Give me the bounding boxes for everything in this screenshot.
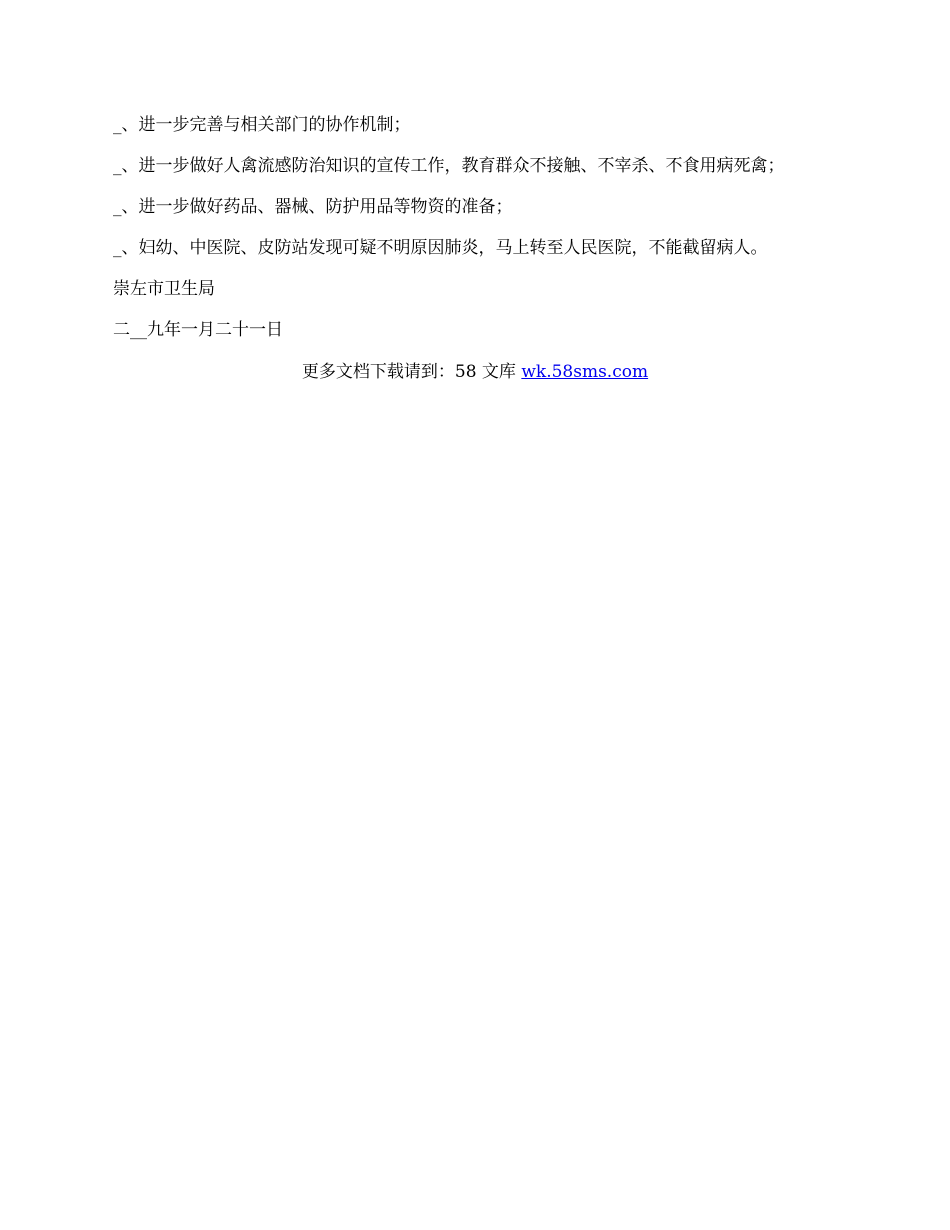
download-footer (0, 358, 950, 386)
list-item-publicity: _、进一步做好人禽流感防治知识的宣传工作，教育群众不接触、不宰杀、不食用病死禽； (113, 156, 785, 176)
document-body (113, 111, 853, 357)
document-date: 二__九年一月二十一日 (113, 320, 283, 340)
signature-organization: 崇左市卫生局 (113, 279, 215, 299)
footer-link[interactable]: wk.58sms.com (521, 362, 649, 382)
list-item-coordination: _、进一步完善与相关部门的协作机制； (113, 115, 411, 135)
footer-text: 更多文档下载请到：58 文库 (301, 362, 522, 382)
list-item-referral: _、妇幼、中医院、皮防站发现可疑不明原因肺炎，马上转至人民医院，不能截留病人。 (113, 238, 768, 258)
list-item-supplies: _、进一步做好药品、器械、防护用品等物资的准备； (113, 197, 513, 217)
